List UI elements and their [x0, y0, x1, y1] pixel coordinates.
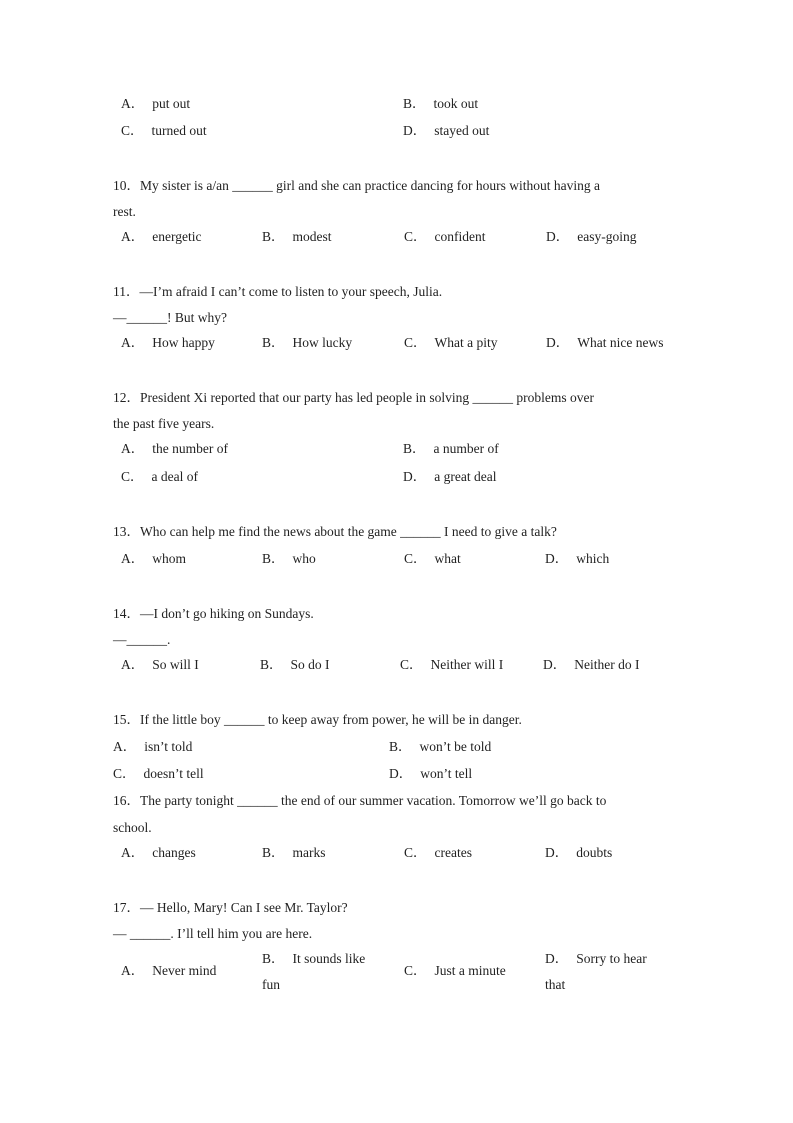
- q10-option-b: [262, 228, 332, 246]
- q14-option-d: [543, 656, 639, 674]
- option-letter: A．: [121, 96, 145, 111]
- option-text: the number of: [152, 441, 228, 456]
- q10-option-a: [121, 228, 201, 246]
- q14-option-a: [121, 656, 199, 674]
- q17-stem-line2: — ______. I’ll tell him you are here.: [113, 926, 313, 941]
- option-text: won’t tell: [420, 766, 473, 781]
- q17-option-b: [262, 950, 365, 968]
- option-text: creates: [434, 845, 472, 860]
- q13-option-b: [262, 550, 316, 568]
- q16-option-d: [545, 844, 612, 862]
- q15-option-a: [113, 738, 192, 756]
- option-text: turned out: [151, 123, 207, 138]
- option-letter: A．: [121, 657, 145, 672]
- q13-option-a: [121, 550, 186, 568]
- q9-option-d: [403, 122, 489, 140]
- option-text: It sounds like: [292, 951, 366, 966]
- option-letter: A．: [121, 441, 145, 456]
- q9-option-b: [403, 95, 478, 113]
- q14-stem-line2: —______.: [113, 632, 171, 647]
- option-text: whom: [152, 551, 186, 566]
- q16-option-c: [404, 844, 472, 862]
- option-letter: A．: [121, 963, 145, 978]
- q12-option-b: [403, 440, 499, 458]
- option-text: confident: [434, 229, 486, 244]
- option-text: So will I: [152, 657, 199, 672]
- option-text: a deal of: [151, 469, 198, 484]
- option-text: Never mind: [152, 963, 217, 978]
- option-letter: B．: [262, 951, 285, 966]
- q11-stem-line1: 11．—I’m afraid I can’t come to listen to your speech, Julia.: [113, 284, 443, 299]
- q17-stem-line1: 17．— Hello, Mary! Can I see Mr. Taylor?: [113, 900, 348, 915]
- q17-option-a: [121, 962, 216, 980]
- option-letter: D．: [545, 845, 569, 860]
- q11-stem-line2: —______! But why?: [113, 310, 227, 325]
- q16-option-b: [262, 844, 326, 862]
- option-text: energetic: [152, 229, 202, 244]
- q10-option-d: [546, 228, 636, 246]
- q17-option-d: [545, 950, 647, 968]
- q14-stem-line1: 14．—I don’t go hiking on Sundays.: [113, 606, 314, 621]
- option-text: doesn’t tell: [143, 766, 204, 781]
- option-letter: B．: [403, 96, 426, 111]
- option-letter: C．: [113, 766, 136, 781]
- option-text: Neither do I: [574, 657, 640, 672]
- q13-option-c: [404, 550, 461, 568]
- option-letter: B．: [262, 229, 285, 244]
- option-text: which: [576, 551, 610, 566]
- option-letter: D．: [403, 123, 427, 138]
- q12-option-c: [121, 468, 198, 486]
- option-letter: A．: [113, 739, 137, 754]
- q17-option-b-line2: fun: [262, 977, 280, 992]
- q14-option-c: [400, 656, 503, 674]
- q14-option-b: [260, 656, 330, 674]
- q16-stem-line1: 16．The party tonight ______ the end of our summer vacation. Tomorrow we’ll go back to: [113, 793, 607, 808]
- q11-option-b: [262, 334, 352, 352]
- q13-option-d: [545, 550, 609, 568]
- q10-stem-line1: 10．My sister is a/an ______ girl and she can practice dancing for hours without having a: [113, 178, 601, 193]
- option-text: easy-going: [577, 229, 637, 244]
- option-letter: C．: [404, 551, 427, 566]
- option-letter: D．: [543, 657, 567, 672]
- option-text: Neither will I: [430, 657, 504, 672]
- option-letter: C．: [121, 123, 144, 138]
- q11-option-d: [546, 334, 663, 352]
- option-letter: D．: [389, 766, 413, 781]
- option-text: Just a minute: [434, 963, 506, 978]
- option-text: modest: [292, 229, 332, 244]
- q11-option-c: [404, 334, 498, 352]
- option-text: isn’t told: [144, 739, 193, 754]
- option-letter: A．: [121, 551, 145, 566]
- option-letter: D．: [546, 229, 570, 244]
- option-text: What nice news: [577, 335, 664, 350]
- q12-option-a: [121, 440, 228, 458]
- q10-option-c: [404, 228, 486, 246]
- option-letter: C．: [121, 469, 144, 484]
- option-text: How lucky: [292, 335, 353, 350]
- q17-option-d-line2: that: [545, 977, 566, 992]
- q15-stem-line1: 15．If the little boy ______ to keep away from power, he will be in danger.: [113, 712, 522, 727]
- q12-stem-line1: 12．President Xi reported that our party has led people in solving ______ problems over: [113, 390, 595, 405]
- option-letter: C．: [404, 229, 427, 244]
- option-text: How happy: [152, 335, 215, 350]
- option-text: doubts: [576, 845, 613, 860]
- option-text: changes: [152, 845, 196, 860]
- option-letter: B．: [262, 335, 285, 350]
- q16-stem-line2: school.: [113, 820, 152, 835]
- option-text: took out: [433, 96, 479, 111]
- option-letter: A．: [121, 335, 145, 350]
- option-text: What a pity: [434, 335, 498, 350]
- q9-option-c: [121, 122, 207, 140]
- q15-option-c: [113, 765, 204, 783]
- option-letter: C．: [404, 335, 427, 350]
- option-letter: B．: [262, 551, 285, 566]
- option-letter: C．: [404, 845, 427, 860]
- option-letter: D．: [546, 335, 570, 350]
- option-text: stayed out: [434, 123, 490, 138]
- option-text: a number of: [433, 441, 499, 456]
- option-text: won’t be told: [419, 739, 492, 754]
- option-letter: A．: [121, 845, 145, 860]
- q12-option-d: [403, 468, 496, 486]
- option-text: what: [434, 551, 461, 566]
- option-letter: C．: [400, 657, 423, 672]
- option-letter: B．: [403, 441, 426, 456]
- option-text: marks: [292, 845, 326, 860]
- option-letter: D．: [403, 469, 427, 484]
- option-letter: D．: [545, 951, 569, 966]
- option-text: a great deal: [434, 469, 497, 484]
- q11-option-a: [121, 334, 215, 352]
- q13-stem-line1: 13．Who can help me find the news about the game ______ I need to give a talk?: [113, 524, 557, 539]
- q9-option-a: [121, 95, 190, 113]
- q16-option-a: [121, 844, 196, 862]
- option-text: who: [292, 551, 316, 566]
- q10-stem-line2: rest.: [113, 204, 136, 219]
- q12-stem-line2: the past five years.: [113, 416, 215, 431]
- option-letter: C．: [404, 963, 427, 978]
- option-text: Sorry to hear: [576, 951, 647, 966]
- option-letter: B．: [262, 845, 285, 860]
- q15-option-b: [389, 738, 491, 756]
- option-letter: A．: [121, 229, 145, 244]
- q17-option-c: [404, 962, 506, 980]
- option-letter: B．: [389, 739, 412, 754]
- option-text: So do I: [290, 657, 330, 672]
- option-letter: D．: [545, 551, 569, 566]
- option-letter: B．: [260, 657, 283, 672]
- q15-option-d: [389, 765, 472, 783]
- option-text: put out: [152, 96, 191, 111]
